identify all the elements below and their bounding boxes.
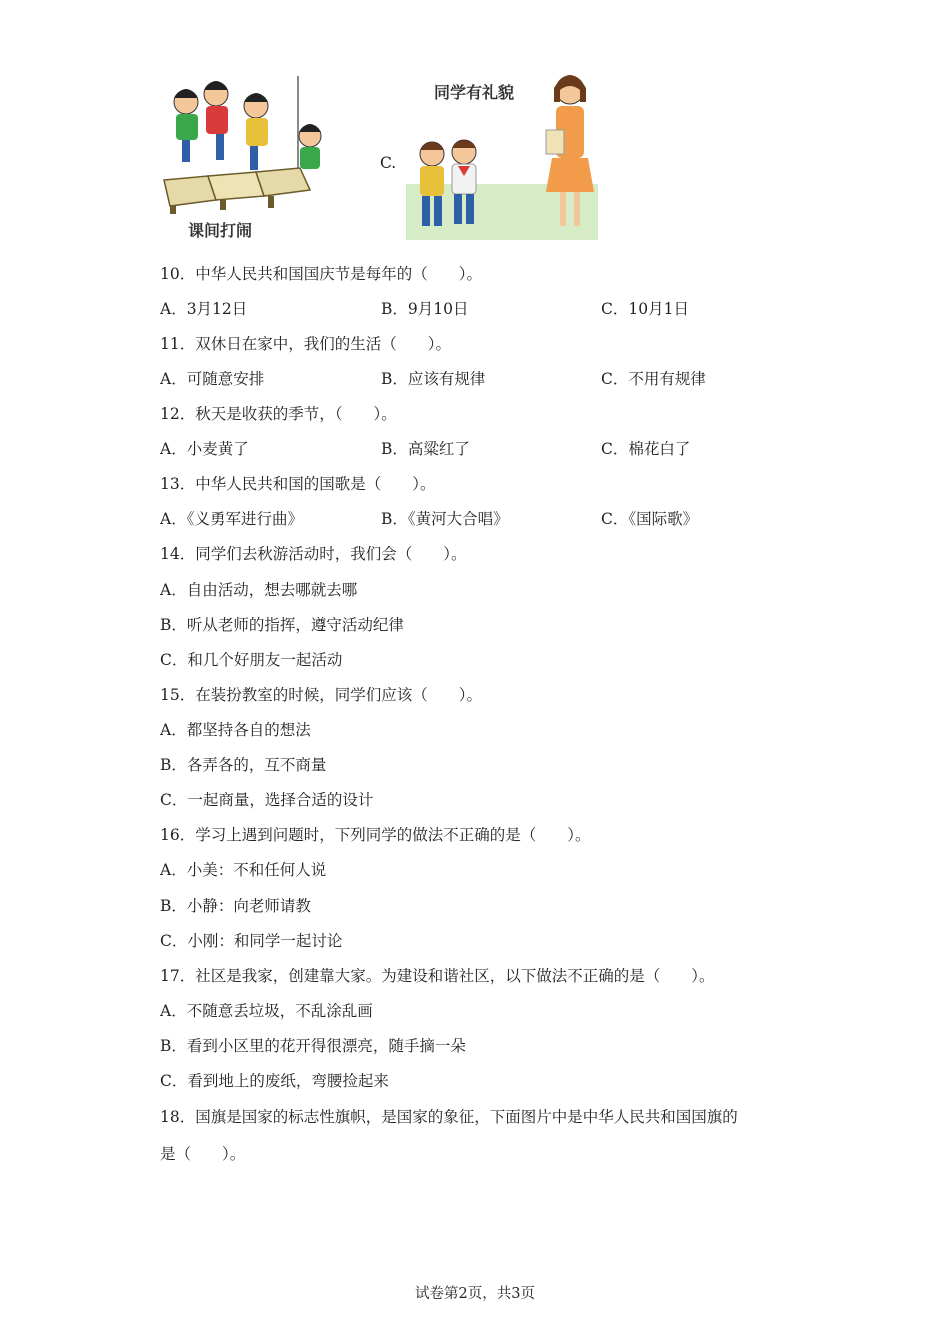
- q13-option-a: A．《义勇军进行曲》: [160, 510, 303, 528]
- question-10: 10．中华人民共和国国庆节是每年的（ ）。: [160, 265, 482, 283]
- question-11: 11．双休日在家中，我们的生活（ ）。: [160, 335, 451, 353]
- q14-option-b: B．听从老师的指挥，遵守活动纪律: [160, 616, 404, 634]
- q17-option-c: C．看到地上的废纸，弯腰捡起来: [160, 1072, 389, 1090]
- left-caption: 课间打闹: [188, 221, 253, 240]
- question-12: 12．秋天是收获的季节，（ ）。: [160, 405, 397, 423]
- q14-option-a: A．自由活动，想去哪就去哪: [160, 581, 358, 599]
- q15-option-b: B．各弄各的，互不商量: [160, 756, 327, 774]
- option-c-label: C.: [380, 154, 397, 172]
- q17-option-a: A．不随意丢垃圾，不乱涂乱画: [160, 1002, 373, 1020]
- q10-option-a: A．3月12日: [160, 300, 248, 318]
- q14-option-c: C．和几个好朋友一起活动: [160, 651, 343, 669]
- q10-option-c: C．10月1日: [601, 300, 689, 318]
- q16-option-c: C．小刚：和同学一起讨论: [160, 932, 343, 950]
- q15-option-a: A．都坚持各自的想法: [160, 721, 311, 739]
- illustration-polite-students: [406, 72, 598, 240]
- q11-option-c: C．不用有规律: [601, 370, 706, 388]
- question-16: 16．学习上遇到问题时，下列同学的做法不正确的是（ ）。: [160, 826, 591, 844]
- question-18-continued: 是（ ）。: [160, 1145, 246, 1163]
- q15-option-c: C．一起商量，选择合适的设计: [160, 791, 374, 809]
- right-caption: 同学有礼貌: [434, 83, 515, 102]
- question-18: 18．国旗是国家的标志性旗帜，是国家的象征，下面图片中是中华人民共和国国旗的: [160, 1108, 738, 1126]
- q16-option-a: A．小美：不和任何人说: [160, 861, 327, 879]
- q13-option-b: B．《黄河大合唱》: [381, 510, 509, 528]
- q12-option-b: B．高粱红了: [381, 440, 470, 458]
- question-14: 14．同学们去秋游活动时，我们会（ ）。: [160, 545, 467, 563]
- q12-option-c: C．棉花白了: [601, 440, 691, 458]
- q12-option-a: A．小麦黄了: [160, 440, 249, 458]
- q16-option-b: B．小静：向老师请教: [160, 897, 311, 915]
- q11-option-a: A．可随意安排: [160, 370, 265, 388]
- q11-option-b: B．应该有规律: [381, 370, 486, 388]
- question-13: 13．中华人民共和国的国歌是（ ）。: [160, 475, 436, 493]
- q17-option-b: B．看到小区里的花开得很漂亮，随手摘一朵: [160, 1037, 466, 1055]
- q13-option-c: C．《国际歌》: [601, 510, 699, 528]
- illustration-recess-fighting: [160, 72, 330, 244]
- question-15: 15．在装扮教室的时候，同学们应该（ ）。: [160, 686, 482, 704]
- page-footer: 试卷第2页，共3页: [415, 1286, 535, 1302]
- question-17: 17．社区是我家，创建靠大家。为建设和谐社区，以下做法不正确的是（ ）。: [160, 967, 715, 985]
- q10-option-b: B．9月10日: [381, 300, 469, 318]
